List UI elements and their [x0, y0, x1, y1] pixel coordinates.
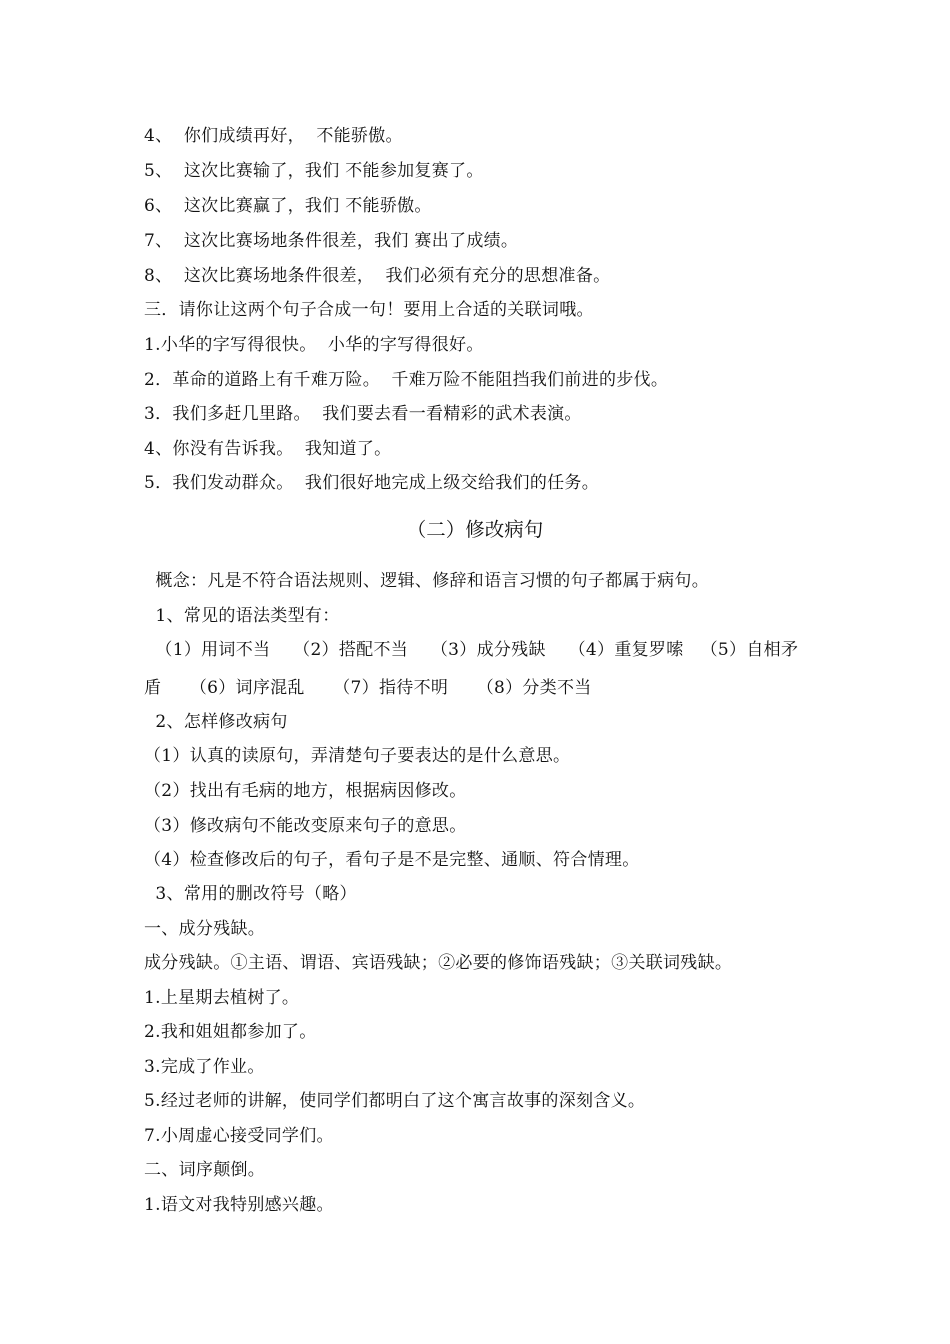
exercise-line: 7、 这次比赛场地条件很差，我们 赛出了成绩。 [144, 231, 519, 251]
exercise-line: 1.小华的字写得很快。 小华的字写得很好。 [144, 335, 484, 355]
exercise-line: 3．我们多赶几里路。 我们要去看一看精彩的武术表演。 [144, 404, 582, 424]
types-row: （1）用词不当 （2）搭配不当 （3）成分残缺 （4）重复罗嗦 （5）自相矛 [144, 640, 799, 660]
types-title: 1、常见的语法类型有： [144, 606, 340, 626]
howto-step: （2）找出有毛病的地方，根据病因修改。 [144, 781, 467, 801]
exercise-line: 5、 这次比赛输了，我们 不能参加复赛了。 [144, 161, 484, 181]
howto-step: （4）检查修改后的句子，看句子是不是完整、通顺、符合情理。 [144, 850, 640, 870]
exercise-line: 5．我们发动群众。 我们很好地完成上级交给我们的任务。 [144, 473, 600, 493]
part-title: 二、词序颠倒。 [144, 1160, 266, 1180]
example-sentence: 7.小周虚心接受同学们。 [144, 1126, 334, 1146]
exercise-line: 2．革命的道路上有千难万险。 千难万险不能阻挡我们前进的步伐。 [144, 370, 669, 390]
howto-title: 2、怎样修改病句 [144, 712, 288, 732]
concept-text: 概念：凡是不符合语法规则、逻辑、修辞和语言习惯的句子都属于病句。 [144, 571, 710, 591]
example-sentence: 1.语文对我特别感兴趣。 [144, 1195, 334, 1215]
exercise-line: 6、 这次比赛赢了，我们 不能骄傲。 [144, 196, 432, 216]
part-title: 一、成分残缺。 [144, 919, 266, 939]
example-sentence: 2.我和姐姐都参加了。 [144, 1022, 317, 1042]
example-sentence: 5.经过老师的讲解，使同学们都明白了这个寓言故事的深刻含义。 [144, 1091, 646, 1111]
exercise-line: 4、 你们成绩再好， 不能骄傲。 [144, 126, 403, 146]
part-description: 成分残缺。①主语、谓语、宾语残缺；②必要的修饰语残缺；③关联词残缺。 [144, 953, 733, 973]
section-title: 三．请你让这两个句子合成一句！要用上合适的关联词哦。 [144, 300, 594, 320]
example-sentence: 3.完成了作业。 [144, 1057, 265, 1077]
symbols-note: 3、常用的删改符号（略） [144, 884, 357, 904]
exercise-line: 8、 这次比赛场地条件很差， 我们必须有充分的思想准备。 [144, 266, 611, 286]
types-row: 盾 （6）词序混乱 （7）指待不明 （8）分类不当 [144, 678, 592, 698]
example-sentence: 1.上星期去植树了。 [144, 988, 300, 1008]
exercise-line: 4、你没有告诉我。 我知道了。 [144, 439, 392, 459]
howto-step: （3）修改病句不能改变原来句子的意思。 [144, 816, 467, 836]
page-heading: （二）修改病句 [406, 518, 544, 541]
howto-step: （1）认真的读原句，弄清楚句子要表达的是什么意思。 [144, 746, 571, 766]
